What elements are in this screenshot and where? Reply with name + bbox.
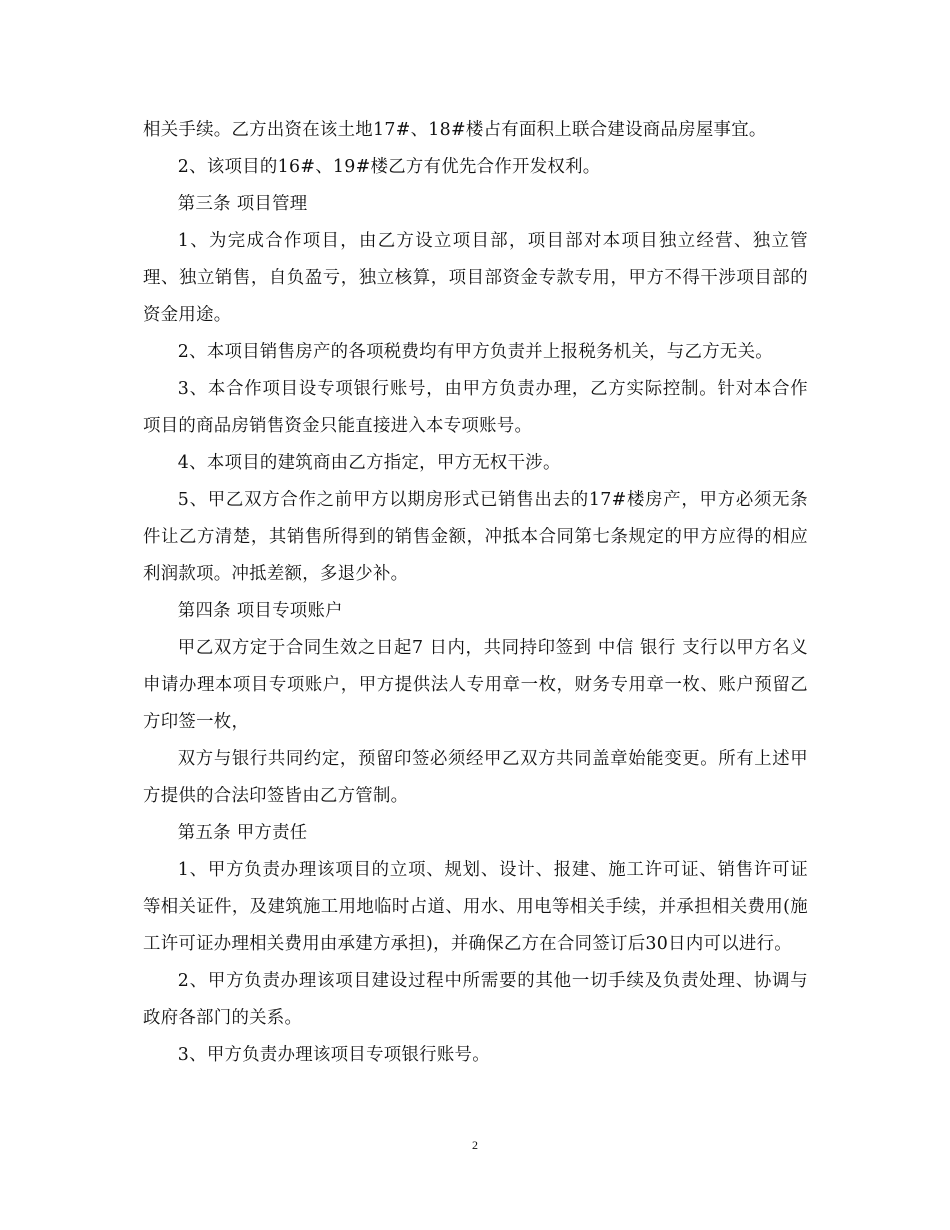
page-number: 2 — [472, 1138, 478, 1152]
paragraph-continuation: 相关手续。乙方出资在该土地17#、18#楼占有面积上联合建设商品房屋事宜。 — [143, 120, 767, 140]
paragraph: 5、甲乙双方合作之前甲方以期房形式已销售出去的17#楼房产，甲方必须无条件让乙方清楚，其销售所得到的销售金额，冲抵本合同第七条规定的甲方应得的相应利润款项。冲抵差额，多退少补。 — [143, 490, 808, 584]
paragraph: 2、本项目销售房产的各项税费均有甲方负责并上报税务机关，与乙方无关。 — [177, 342, 773, 362]
article-heading: 第三条 项目管理 — [177, 194, 308, 214]
paragraph: 3、甲方负责办理该项目专项银行账号。 — [177, 1045, 490, 1065]
paragraph: 2、甲方负责办理该项目建设过程中所需要的其他一切手续及负责处理、协调与政府各部门的关系。 — [143, 971, 808, 1028]
paragraph: 甲乙双方定于合同生效之日起7 日内，共同持印签到 中信 银行 支行以甲方名义申请办理本项目专项账户，甲方提供法人专用章一枚，财务专用章一枚、账户预留乙方印签一枚， — [143, 638, 808, 732]
paragraph: 4、本项目的建筑商由乙方指定，甲方无权干涉。 — [177, 453, 561, 473]
document-body — [143, 112, 808, 1074]
paragraph: 3、本合作项目设专项银行账号，由甲方负责办理，乙方实际控制。针对本合作项目的商品房销售资金只能直接进入本专项账号。 — [143, 379, 808, 436]
article-heading: 第四条 项目专项账户 — [177, 601, 343, 621]
paragraph: 1、甲方负责办理该项目的立项、规划、设计、报建、施工许可证、销售许可证等相关证件，及建筑施工用地临时占道、用水、用电等相关手续，并承担相关费用(施工许可证办理相关费用由承建方承担)，并确保乙方在合同签订后30日内可以进行。 — [143, 860, 808, 954]
paragraph: 双方与银行共同约定，预留印签必须经甲乙双方共同盖章始能变更。所有上述甲方提供的合法印签皆由乙方管制。 — [143, 749, 808, 806]
paragraph: 1、为完成合作项目，由乙方设立项目部，项目部对本项目独立经营、独立管理、独立销售，自负盈亏，独立核算，项目部资金专款专用，甲方不得干涉项目部的资金用途。 — [143, 231, 808, 325]
article-heading: 第五条 甲方责任 — [177, 823, 308, 843]
paragraph: 2、该项目的16#、19#楼乙方有优先合作开发权利。 — [177, 157, 601, 177]
